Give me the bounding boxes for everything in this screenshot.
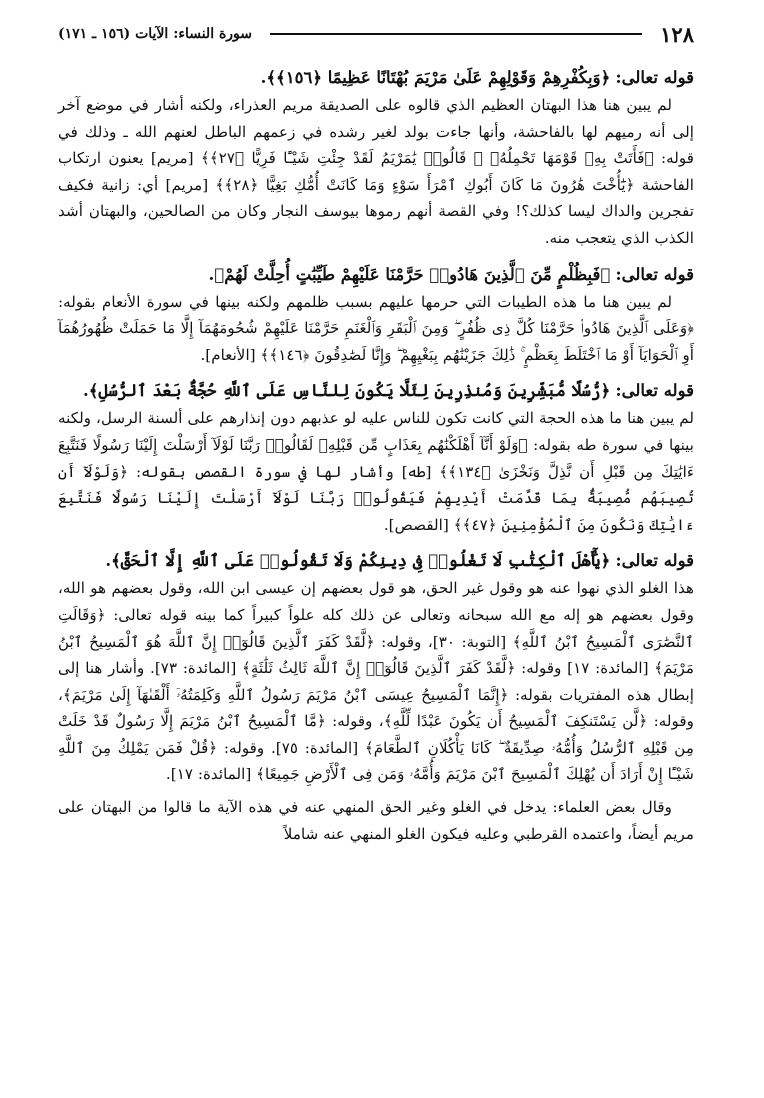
verse-heading — [58, 547, 694, 575]
page-header — [58, 22, 694, 46]
verse-label: قوله تعالى: — [615, 551, 694, 571]
page-number: ١٢٨ — [660, 21, 694, 47]
verse-text: ﴿فَبِظُلْمٍ مِّنَ ٱلَّذِينَ هَادُوا۟ حَرَّمْنَا عَلَيْهِمْ طَيِّبَٰتٍ أُحِلَّتْ لَهُمْ﴾. — [208, 264, 611, 284]
commentary-paragraph: هذا الغلو الذي نهوا عنه هو وقول غير الحق، هو قول بعضهم إن عيسى ابن الله، وقول بعضهم هو الله، وقول بعضهم هو إله مع الله سبحانه وتعالى عن ذلك كله علواً كبيراً كما بينه قوله تعالى: ﴿وَقَالَتِ ٱلنَّصَٰرَى ٱلْمَسِيحُ ٱبْنُ ٱللَّهِ﴾ [التوبة: ٣٠]، وقوله: ﴿لَّقَدْ كَفَرَ ٱلَّذِينَ قَالُوٓا۟ إِنَّ ٱللَّهَ هُوَ ٱلْمَسِيحُ ٱبْنُ مَرْيَمَ﴾ [المائدة: ١٧] وقوله: ﴿لَّقَدْ كَفَرَ ٱلَّذِينَ قَالُوٓا۟ إِنَّ ٱللَّهَ ثَالِثُ ثَلَٰثَةٍ﴾ [المائدة: ٧٣]. وأشار هنا إلى إبطال هذه المفتريات بقوله: ﴿إِنَّمَا ٱلْمَسِيحُ عِيسَى ٱبْنُ مَرْيَمَ رَسُولُ ٱللَّهِ وَكَلِمَتُهُۥٓ أَلْقَىٰهَآ إِلَىٰ مَرْيَمَ﴾، وقوله: ﴿لَّن يَسْتَنكِفَ ٱلْمَسِيحُ أَن يَكُونَ عَبْدًا لِّلَّهِ﴾، وقوله: ﴿مَّا ٱلْمَسِيحُ ٱبْنُ مَرْيَمَ إِلَّا رَسُولٌ قَدْ خَلَتْ مِن قَبْلِهِ ٱلرُّسُلُ وَأُمُّهُۥ صِدِّيقَةٌ ۖ كَانَا يَأْكُلَانِ ٱلطَّعَامَ﴾ [المائدة: ٧٥]. وقوله: ﴿قُلْ فَمَن يَمْلِكُ مِنَ ٱللَّهِ شَيْـًٔا إِنْ أَرَادَ أَن يُهْلِكَ ٱلْمَسِيحَ ٱبْنَ مَرْيَمَ وَأُمَّهُۥ وَمَن فِى ٱلْأَرْضِ جَمِيعًا﴾ [المائدة: ١٧]. — [58, 579, 694, 784]
verse-text: ﴿رُّسُلًا مُّبَشِّرِينَ وَمُنذِرِينَ لِئَلَّا يَكُونَ لِلنَّاسِ عَلَى ٱللَّهِ حُجَّةٌۢ بَعْدَ ٱلرُّسُلِ﴾. — [83, 381, 611, 401]
commentary-paragraph: لم يبين هنا هذا البهتان العظيم الذي قالوه على الصديقة مريم العذراء، ولكنه أشار في موضع آخر إلى أنه رميهم لها بالفاحشة، وأنها جاءت بولد لغير رشده في زعمهم الباطل لعنهم الله ـ وذلك في قوله: ﴿فَأَتَتْ بِهِۦ قَوْمَهَا تَحْمِلُهُۥ ۖ قَالُوا۟ يَٰمَرْيَمُ لَقَدْ جِئْتِ شَيْـًٔا فَرِيًّا ﴿٢٧﴾﴾ [مريم] يعنون ارتكاب الفاحشة ﴿يَٰٓأُخْتَ هَٰرُونَ مَا كَانَ أَبُوكِ ٱمْرَأَ سَوْءٍ وَمَا كَانَتْ أُمُّكِ بَغِيًّا ﴿٢٨﴾﴾ [مريم] أي: زانية فكيف تفجرين والداك ليسا كذلك؟! وفي القصة أنهم رموها بيوسف النجار وكان من الصالحين، والبهتان أشد الكذب الذي يتعجب منه. — [58, 96, 694, 247]
verse-heading — [58, 261, 694, 289]
header-rule — [270, 33, 642, 35]
section-3 — [58, 377, 694, 538]
verse-heading — [58, 64, 694, 92]
section-2 — [58, 261, 694, 369]
commentary-paragraph: وقال بعض العلماء: يدخل في الغلو وغير الحق المنهي عنه في هذه الآية ما قالوا من البهتان على مريم أيضاً، واعتمده القرطبي وعليه فيكون الغلو المنهي عنه شاملاً — [58, 798, 694, 843]
verse-text: ﴿وَبِكُفْرِهِمْ وَقَوْلِهِمْ عَلَىٰ مَرْيَمَ بُهْتَانًا عَظِيمًا ﴿١٥٦﴾﴾. — [260, 68, 611, 87]
verse-text: ﴿يَٰٓأَهْلَ ٱلْكِتَٰبِ لَا تَغْلُوا۟ فِى دِينِكُمْ وَلَا تَقُولُوا۟ عَلَى ٱللَّهِ إِلَّا ٱلْحَقَّ﴾. — [105, 551, 611, 571]
verse-label: قوله تعالى: — [615, 381, 694, 401]
verse-heading — [58, 377, 694, 405]
commentary-paragraph: لم يبين هنا ما هذه الحجة التي كانت تكون للناس عليه لو عذبهم دون إنذارهم على ألسنة الرسل، ولكنه بينها في سورة طه بقوله: ﴿وَلَوْ أَنَّآ أَهْلَكْنَٰهُم بِعَذَابٍ مِّن قَبْلِهِۦ لَقَالُوا۟ رَبَّنَا لَوْلَآ أَرْسَلْتَ إِلَيْنَا رَسُولًا فَنَتَّبِعَ ءَايَٰتِكَ مِن قَبْلِ أَن نَّذِلَّ وَنَخْزَىٰ ﴿١٣٤﴾﴾ [طه] وأشار لها في سورة القصص بقوله: ﴿وَلَوْلَآ أَن تُصِيبَهُم مُّصِيبَةٌۢ بِمَا قَدَّمَتْ أَيْدِيهِمْ فَيَقُولُوا۟ رَبَّنَا لَوْلَآ أَرْسَلْتَ إِلَيْنَا رَسُولًا فَنَتَّبِعَ ءَايَٰتِكَ وَنَكُونَ مِنَ ٱلْمُؤْمِنِينَ ﴿٤٧﴾﴾ [القصص]. — [58, 409, 694, 534]
commentary-paragraph: لم يبين هنا ما هذه الطيبات التي حرمها عليهم بسبب ظلمهم ولكنه بينها في سورة الأنعام بقوله: ﴿وَعَلَى ٱلَّذِينَ هَادُوا۟ حَرَّمْنَا كُلَّ ذِى ظُفُرٍ ۖ وَمِنَ ٱلْبَقَرِ وَٱلْغَنَمِ حَرَّمْنَا عَلَيْهِمْ شُحُومَهُمَآ إِلَّا مَا حَمَلَتْ ظُهُورُهُمَآ أَوِ ٱلْحَوَايَآ أَوْ مَا ٱخْتَلَطَ بِعَظْمٍ ۚ ذَٰلِكَ جَزَيْنَٰهُم بِبَغْيِهِمْ ۖ وَإِنَّا لَصَٰدِقُونَ ﴿١٤٦﴾﴾ [الأنعام]. — [58, 292, 694, 364]
verse-label: قوله تعالى: — [615, 264, 694, 284]
section-4 — [58, 547, 694, 847]
running-title: سورة النساء: الآيات (١٥٦ ـ ١٧١) — [58, 26, 253, 42]
section-1 — [58, 64, 694, 252]
verse-label: قوله تعالى: — [615, 68, 694, 87]
